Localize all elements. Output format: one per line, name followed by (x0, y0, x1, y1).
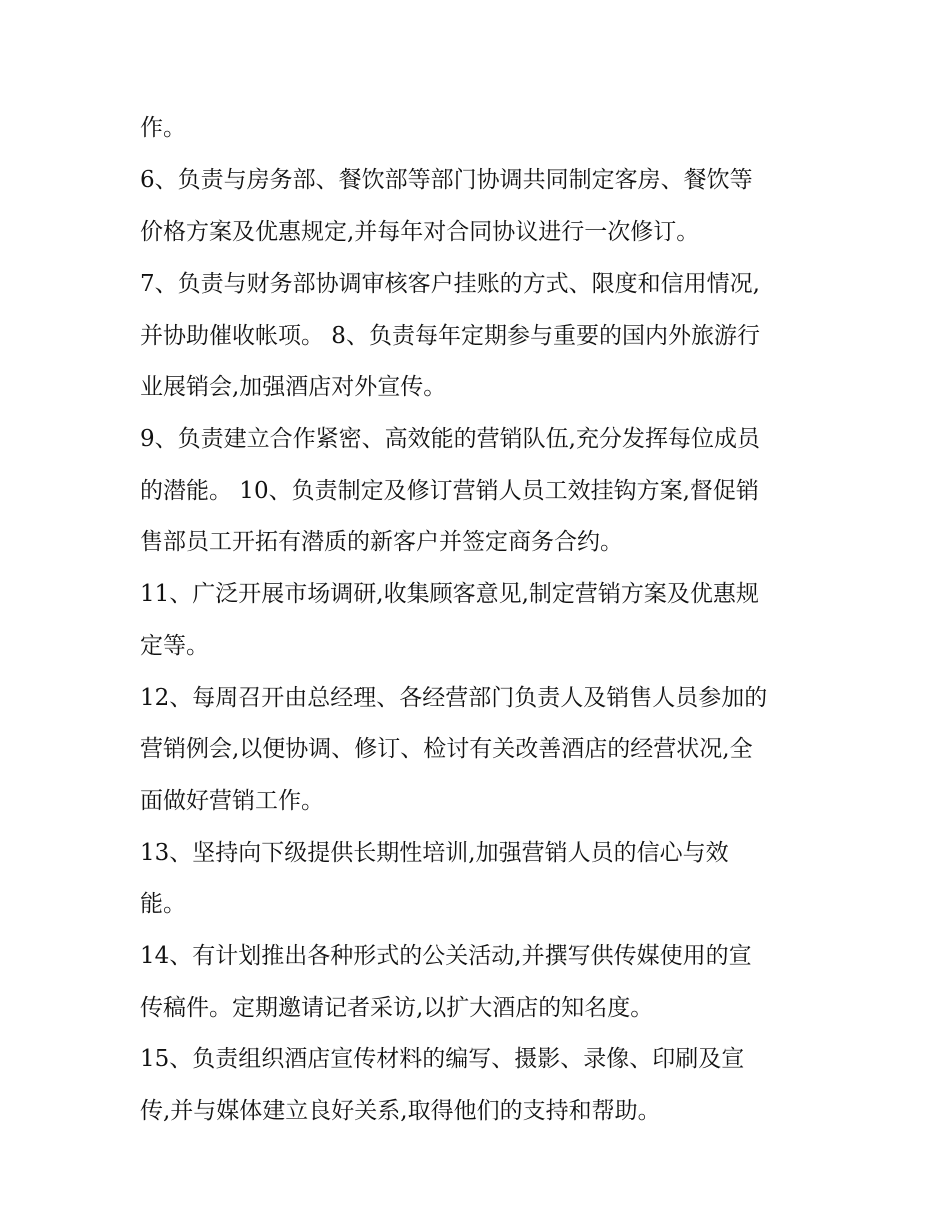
text-line: 7、负责与财务部协调审核客户挂账的方式、限度和信用情况, (140, 271, 760, 297)
text-line: 11、广泛开展市场调研,收集顾客意见,制定营销方案及优惠规 (140, 581, 759, 607)
text-line: 15、负责组织酒店宣传材料的编写、摄影、录像、印刷及宣 (140, 1046, 745, 1072)
text-line: 6、负责与房务部、餐饮部等部门协调共同制定客房、餐饮等 (140, 167, 753, 193)
text-line: 传稿件。定期邀请记者采访,以扩大酒店的知名度。 (140, 995, 654, 1021)
text-line: 12、每周召开由总经理、各经营部门负责人及销售人员参加的 (140, 685, 768, 711)
text-line: 的潜能。 10、负责制定及修订营销人员工效挂钩方案,督促销 (140, 478, 759, 504)
text-line: 营销例会,以便协调、修订、检讨有关改善酒店的经营状况,全 (140, 736, 753, 762)
text-line: 面做好营销工作。 (140, 788, 324, 814)
text-line: 9、负责建立合作紧密、高效能的营销队伍,充分发挥每位成员 (140, 426, 760, 452)
text-line: 作。 (140, 115, 186, 141)
text-line: 能。 (140, 891, 186, 917)
text-line: 售部员工开拓有潜质的新客户并签定商务合约。 (140, 529, 623, 555)
text-line: 价格方案及优惠规定,并每年对合同协议进行一次修订。 (140, 219, 700, 245)
text-line: 定等。 (140, 633, 209, 659)
text-line: 传,并与媒体建立良好关系,取得他们的支持和帮助。 (140, 1098, 661, 1124)
text-line: 14、有计划推出各种形式的公关活动,并撰写供传媒使用的宣 (140, 943, 752, 969)
text-line: 13、坚持向下级提供长期性培训,加强营销人员的信心与效 (140, 840, 729, 866)
text-line: 业展销会,加强酒店对外宣传。 (140, 374, 447, 400)
text-line: 并协助催收帐项。 8、负责每年定期参与重要的国内外旅游行 (140, 323, 760, 349)
